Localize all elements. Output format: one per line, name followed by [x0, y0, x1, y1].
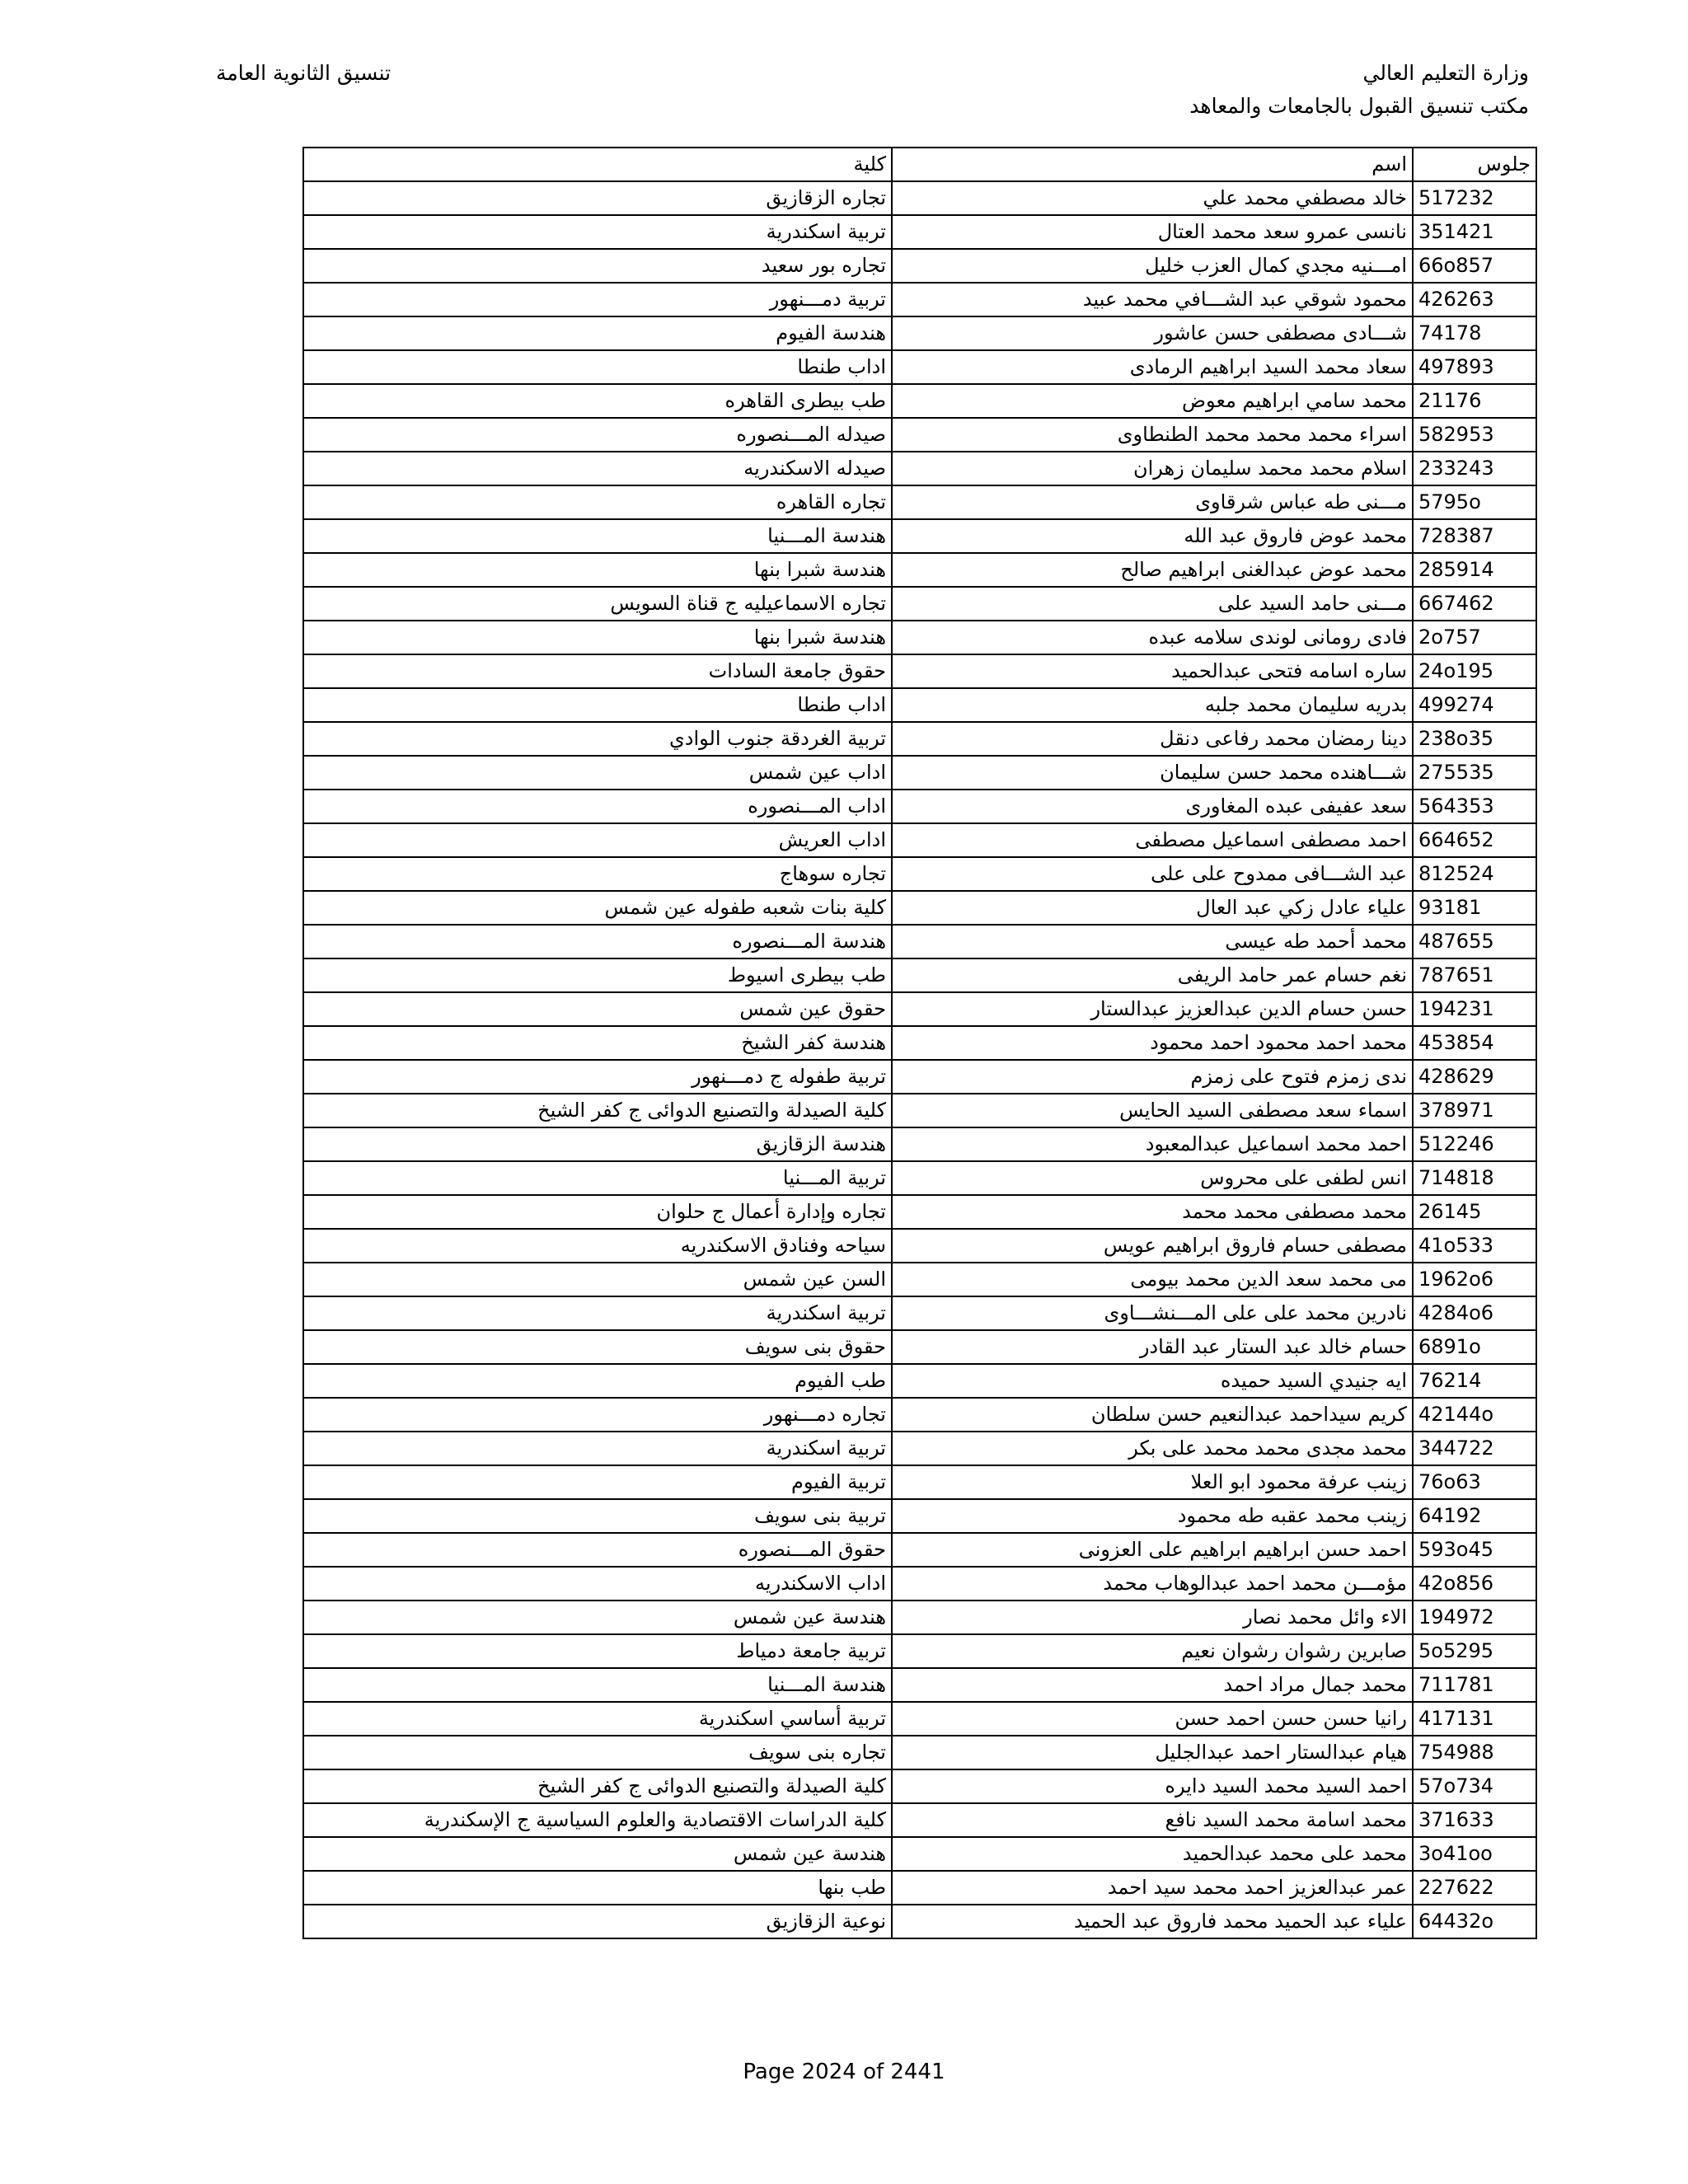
- table-row: [303, 1465, 1536, 1499]
- table-row: [303, 1702, 1536, 1736]
- seat-cell: 728387: [1413, 519, 1536, 553]
- college-cell: اداب طنطا: [303, 688, 892, 722]
- name-cell: محمد اسامة محمد السيد نافع: [892, 1803, 1413, 1837]
- table-row: [303, 1601, 1536, 1634]
- table-row: [303, 688, 1536, 722]
- college-cell: صيدله المـــنصوره: [303, 418, 892, 452]
- seat-cell: 371633: [1413, 1803, 1536, 1837]
- name-cell: ساره اسامه فتحى عبدالحميد: [892, 654, 1413, 688]
- college-cell: هندسة شبرا بنها: [303, 553, 892, 587]
- name-cell: محمد مجدى محمد محمد على بكر: [892, 1432, 1413, 1465]
- table-row: [303, 621, 1536, 654]
- table-row: [303, 1634, 1536, 1668]
- college-cell: هندسة الزقازيق: [303, 1127, 892, 1161]
- college-cell: هندسة المـــنيا: [303, 519, 892, 553]
- table-row: [303, 790, 1536, 823]
- table-row: [303, 1330, 1536, 1364]
- name-cell: رانيا حسن حسن احمد حسن: [892, 1702, 1413, 1736]
- column-header-seat: جلوس: [1413, 148, 1536, 181]
- seat-cell: 512246: [1413, 1127, 1536, 1161]
- seat-cell: 417131: [1413, 1702, 1536, 1736]
- seat-cell: 664652: [1413, 823, 1536, 857]
- seat-cell: 351421: [1413, 215, 1536, 249]
- seat-cell: 238o35: [1413, 722, 1536, 756]
- college-cell: تجاره الاسماعيليه ج قناة السويس: [303, 587, 892, 621]
- name-cell: مى محمد سعد الدين محمد بيومى: [892, 1263, 1413, 1296]
- seat-cell: 428629: [1413, 1060, 1536, 1094]
- table-row: [303, 181, 1536, 215]
- college-cell: حقوق عين شمس: [303, 992, 892, 1026]
- seat-cell: 4284o6: [1413, 1296, 1536, 1330]
- seat-cell: 194972: [1413, 1601, 1536, 1634]
- name-cell: نغم حسام عمر حامد الريفى: [892, 958, 1413, 992]
- seat-cell: 74178: [1413, 316, 1536, 350]
- name-cell: علياء عادل زكي عبد العال: [892, 891, 1413, 925]
- seat-cell: 24o195: [1413, 654, 1536, 688]
- table-row: [303, 925, 1536, 958]
- name-cell: شـــادى مصطفى حسن عاشور: [892, 316, 1413, 350]
- table-row: [303, 1364, 1536, 1398]
- name-cell: فادى رومانى لوندى سلامه عبده: [892, 621, 1413, 654]
- seat-cell: 426263: [1413, 283, 1536, 316]
- table-row: [303, 249, 1536, 283]
- table-row: [303, 1668, 1536, 1702]
- name-cell: اسلام محمد محمد سليمان زهران: [892, 452, 1413, 485]
- seat-cell: 285914: [1413, 553, 1536, 587]
- college-cell: هندسة المـــنيا: [303, 1668, 892, 1702]
- college-cell: اداب طنطا: [303, 350, 892, 384]
- name-cell: محمد مصطفى محمد محمد: [892, 1195, 1413, 1229]
- college-cell: هندسة المـــنصوره: [303, 925, 892, 958]
- name-cell: سعاد محمد السيد ابراهيم الرمادى: [892, 350, 1413, 384]
- name-cell: احمد مصطفى اسماعيل مصطفى: [892, 823, 1413, 857]
- college-cell: تربية الغردقة جنوب الوادي: [303, 722, 892, 756]
- name-cell: شـــاهنده محمد حسن سليمان: [892, 756, 1413, 790]
- name-cell: محمد على محمد عبدالحميد: [892, 1837, 1413, 1871]
- name-cell: حسن حسام الدين عبدالعزيز عبدالستار: [892, 992, 1413, 1026]
- table-row: [303, 1533, 1536, 1567]
- college-cell: طب بنها: [303, 1871, 892, 1905]
- column-header-college: كلية: [303, 148, 892, 181]
- table-row: [303, 1432, 1536, 1465]
- college-cell: هندسة كفر الشيخ: [303, 1026, 892, 1060]
- seat-cell: 6891o: [1413, 1330, 1536, 1364]
- seat-cell: 64192: [1413, 1499, 1536, 1533]
- college-cell: تجاره وإدارة أعمال ج حلوان: [303, 1195, 892, 1229]
- name-cell: نادرين محمد على على المـــنشـــاوى: [892, 1296, 1413, 1330]
- seat-cell: 499274: [1413, 688, 1536, 722]
- seat-cell: 453854: [1413, 1026, 1536, 1060]
- seat-cell: 564353: [1413, 790, 1536, 823]
- seat-cell: 233243: [1413, 452, 1536, 485]
- name-cell: صابرين رشوان رشوان نعيم: [892, 1634, 1413, 1668]
- seat-cell: 42144o: [1413, 1398, 1536, 1432]
- college-cell: تربية بنى سويف: [303, 1499, 892, 1533]
- table-row: [303, 1499, 1536, 1533]
- seat-cell: 76214: [1413, 1364, 1536, 1398]
- seat-cell: 76o63: [1413, 1465, 1536, 1499]
- seat-cell: 41o533: [1413, 1229, 1536, 1263]
- table-row: [303, 1229, 1536, 1263]
- college-cell: تربية الفيوم: [303, 1465, 892, 1499]
- seat-cell: 812524: [1413, 857, 1536, 891]
- name-cell: زينب محمد عقبه طه محمود: [892, 1499, 1413, 1533]
- table-row: [303, 215, 1536, 249]
- name-cell: عمر عبدالعزيز احمد محمد سيد احمد: [892, 1871, 1413, 1905]
- table-row: [303, 1195, 1536, 1229]
- table-row: [303, 1094, 1536, 1127]
- college-cell: هندسة عين شمس: [303, 1601, 892, 1634]
- table-row: [303, 1567, 1536, 1601]
- college-cell: هندسة شبرا بنها: [303, 621, 892, 654]
- college-cell: تربية طفوله ج دمـــنهور: [303, 1060, 892, 1094]
- college-cell: تربية دمـــنهور: [303, 283, 892, 316]
- college-cell: كلية الصيدلة والتصنيع الدوائى ج كفر الشيخ: [303, 1769, 892, 1803]
- table-row: [303, 891, 1536, 925]
- seat-cell: 42o856: [1413, 1567, 1536, 1601]
- name-cell: هيام عبدالستار احمد عبدالجليل: [892, 1736, 1413, 1769]
- table-row: [303, 1296, 1536, 1330]
- college-cell: حقوق بنى سويف: [303, 1330, 892, 1364]
- name-cell: امـــنيه مجدي كمال العزب خليل: [892, 249, 1413, 283]
- name-cell: حسام خالد عبد الستار عبد القادر: [892, 1330, 1413, 1364]
- college-cell: تربية اسكندرية: [303, 1296, 892, 1330]
- seat-cell: 194231: [1413, 992, 1536, 1026]
- seat-cell: 497893: [1413, 350, 1536, 384]
- name-cell: خالد مصطفي محمد علي: [892, 181, 1413, 215]
- seat-cell: 711781: [1413, 1668, 1536, 1702]
- name-cell: احمد حسن ابراهيم ابراهيم على العزونى: [892, 1533, 1413, 1567]
- table-row: [303, 1871, 1536, 1905]
- name-cell: الاء وائل محمد نصار: [892, 1601, 1413, 1634]
- table-row: [303, 992, 1536, 1026]
- seat-cell: 227622: [1413, 1871, 1536, 1905]
- table-row: [303, 1263, 1536, 1296]
- name-cell: محمد سامي ابراهيم معوض: [892, 384, 1413, 418]
- table-row: [303, 1803, 1536, 1837]
- seat-cell: 582953: [1413, 418, 1536, 452]
- name-cell: نانسى عمرو سعد محمد العتال: [892, 215, 1413, 249]
- section-title: تنسيق الثانوية العامة: [216, 61, 392, 85]
- college-cell: كلية بنات شعبه طفوله عين شمس: [303, 891, 892, 925]
- table-body: [303, 181, 1536, 1938]
- college-cell: كلية الصيدلة والتصنيع الدوائى ج كفر الشيخ: [303, 1094, 892, 1127]
- table-row: [303, 553, 1536, 587]
- table-row: [303, 958, 1536, 992]
- table-row: [303, 452, 1536, 485]
- table-row: [303, 756, 1536, 790]
- name-cell: بدريه سليمان محمد جلبه: [892, 688, 1413, 722]
- college-cell: اداب المـــنصوره: [303, 790, 892, 823]
- name-cell: انس لطفى على محروس: [892, 1161, 1413, 1195]
- table-row: [303, 485, 1536, 519]
- table-row: [303, 418, 1536, 452]
- name-cell: دينا رمضان محمد رفاعى دنقل: [892, 722, 1413, 756]
- college-cell: طب بيطرى اسيوط: [303, 958, 892, 992]
- seat-cell: 517232: [1413, 181, 1536, 215]
- college-cell: تربية أساسي اسكندرية: [303, 1702, 892, 1736]
- name-cell: مـــنى طه عباس شرقاوى: [892, 485, 1413, 519]
- office-title: مكتب تنسيق القبول بالجامعات والمعاهد: [1189, 94, 1529, 118]
- seat-cell: 2o757: [1413, 621, 1536, 654]
- table-row: [303, 1060, 1536, 1094]
- table-row: [303, 587, 1536, 621]
- college-cell: حقوق جامعة السادات: [303, 654, 892, 688]
- seat-cell: 5o5295: [1413, 1634, 1536, 1668]
- seat-cell: 26145: [1413, 1195, 1536, 1229]
- name-cell: مؤمـــن محمد احمد عبدالوهاب محمد: [892, 1567, 1413, 1601]
- seat-cell: 93181: [1413, 891, 1536, 925]
- college-cell: نوعية الزقازيق: [303, 1905, 892, 1938]
- college-cell: اداب الاسكندريه: [303, 1567, 892, 1601]
- name-cell: احمد السيد محمد السيد دايره: [892, 1769, 1413, 1803]
- name-cell: محمد جمال مراد احمد: [892, 1668, 1413, 1702]
- table-row: [303, 722, 1536, 756]
- table-row: [303, 823, 1536, 857]
- seat-cell: 66o857: [1413, 249, 1536, 283]
- college-cell: كلية الدراسات الاقتصادية والعلوم السياسية ج الإسكندرية: [303, 1803, 892, 1837]
- seat-cell: 487655: [1413, 925, 1536, 958]
- table-header-row: [303, 148, 1536, 181]
- college-cell: تربية اسكندرية: [303, 1432, 892, 1465]
- name-cell: ندى زمزم فتوح على زمزم: [892, 1060, 1413, 1094]
- college-cell: تربية اسكندرية: [303, 215, 892, 249]
- table-row: [303, 654, 1536, 688]
- seat-cell: 593o45: [1413, 1533, 1536, 1567]
- name-cell: اسماء سعد مصطفى السيد الحايس: [892, 1094, 1413, 1127]
- name-cell: عبد الشـــافى ممدوح على على: [892, 857, 1413, 891]
- seat-cell: 378971: [1413, 1094, 1536, 1127]
- name-cell: ايه جنيدي السيد حميده: [892, 1364, 1413, 1398]
- seat-cell: 3o41oo: [1413, 1837, 1536, 1871]
- page-number: Page 2024 of 2441: [743, 2060, 945, 2084]
- name-cell: زينب عرفة محمود ابو العلا: [892, 1465, 1413, 1499]
- college-cell: هندسة الفيوم: [303, 316, 892, 350]
- college-cell: تجاره دمـــنهور: [303, 1398, 892, 1432]
- seat-cell: 57o734: [1413, 1769, 1536, 1803]
- table-row: [303, 1769, 1536, 1803]
- college-cell: تجاره سوهاج: [303, 857, 892, 891]
- seat-cell: 667462: [1413, 587, 1536, 621]
- name-cell: محمد أحمد طه عيسى: [892, 925, 1413, 958]
- table-row: [303, 283, 1536, 316]
- table-row: [303, 519, 1536, 553]
- column-header-name: اسم: [892, 148, 1413, 181]
- table-row: [303, 1736, 1536, 1769]
- seat-cell: 275535: [1413, 756, 1536, 790]
- name-cell: مـــنى حامد السيد على: [892, 587, 1413, 621]
- seat-cell: 714818: [1413, 1161, 1536, 1195]
- seat-cell: 21176: [1413, 384, 1536, 418]
- college-cell: طب الفيوم: [303, 1364, 892, 1398]
- ministry-title: وزارة التعليم العالي: [1362, 61, 1529, 85]
- table-row: [303, 350, 1536, 384]
- table-row: [303, 316, 1536, 350]
- college-cell: تربية جامعة دمياط: [303, 1634, 892, 1668]
- table-row: [303, 1905, 1536, 1938]
- seat-cell: 787651: [1413, 958, 1536, 992]
- college-cell: طب بيطرى القاهره: [303, 384, 892, 418]
- table-row: [303, 1026, 1536, 1060]
- name-cell: محمد عوض فاروق عبد الله: [892, 519, 1413, 553]
- college-cell: صيدله الاسكندريه: [303, 452, 892, 485]
- college-cell: اداب العريش: [303, 823, 892, 857]
- seat-cell: 1962o6: [1413, 1263, 1536, 1296]
- table-row: [303, 1161, 1536, 1195]
- name-cell: كريم سيداحمد عبدالنعيم حسن سلطان: [892, 1398, 1413, 1432]
- name-cell: مصطفى حسام فاروق ابراهيم عويس: [892, 1229, 1413, 1263]
- results-table: [302, 147, 1537, 1939]
- seat-cell: 5795o: [1413, 485, 1536, 519]
- name-cell: اسراء محمد محمد محمد الطنطاوى: [892, 418, 1413, 452]
- college-cell: تجاره الزقازيق: [303, 181, 892, 215]
- college-cell: تجاره القاهره: [303, 485, 892, 519]
- name-cell: سعد عفيفى عبده المغاورى: [892, 790, 1413, 823]
- name-cell: محمد عوض عبدالغنى ابراهيم صالح: [892, 553, 1413, 587]
- college-cell: اداب عين شمس: [303, 756, 892, 790]
- name-cell: علياء عبد الحميد محمد فاروق عبد الحميد: [892, 1905, 1413, 1938]
- college-cell: تجاره بور سعيد: [303, 249, 892, 283]
- college-cell: تجاره بنى سويف: [303, 1736, 892, 1769]
- name-cell: احمد محمد اسماعيل عبدالمعبود: [892, 1127, 1413, 1161]
- college-cell: حقوق المـــنصوره: [303, 1533, 892, 1567]
- table-row: [303, 1398, 1536, 1432]
- college-cell: السن عين شمس: [303, 1263, 892, 1296]
- college-cell: سياحه وفنادق الاسكندريه: [303, 1229, 892, 1263]
- table-row: [303, 384, 1536, 418]
- college-cell: هندسة عين شمس: [303, 1837, 892, 1871]
- seat-cell: 64432o: [1413, 1905, 1536, 1938]
- name-cell: محمود شوقي عبد الشـــافي محمد عبيد: [892, 283, 1413, 316]
- seat-cell: 344722: [1413, 1432, 1536, 1465]
- college-cell: تربية المـــنيا: [303, 1161, 892, 1195]
- table-row: [303, 857, 1536, 891]
- table-row: [303, 1127, 1536, 1161]
- table-row: [303, 1837, 1536, 1871]
- name-cell: محمد احمد محمود احمد محمود: [892, 1026, 1413, 1060]
- seat-cell: 754988: [1413, 1736, 1536, 1769]
